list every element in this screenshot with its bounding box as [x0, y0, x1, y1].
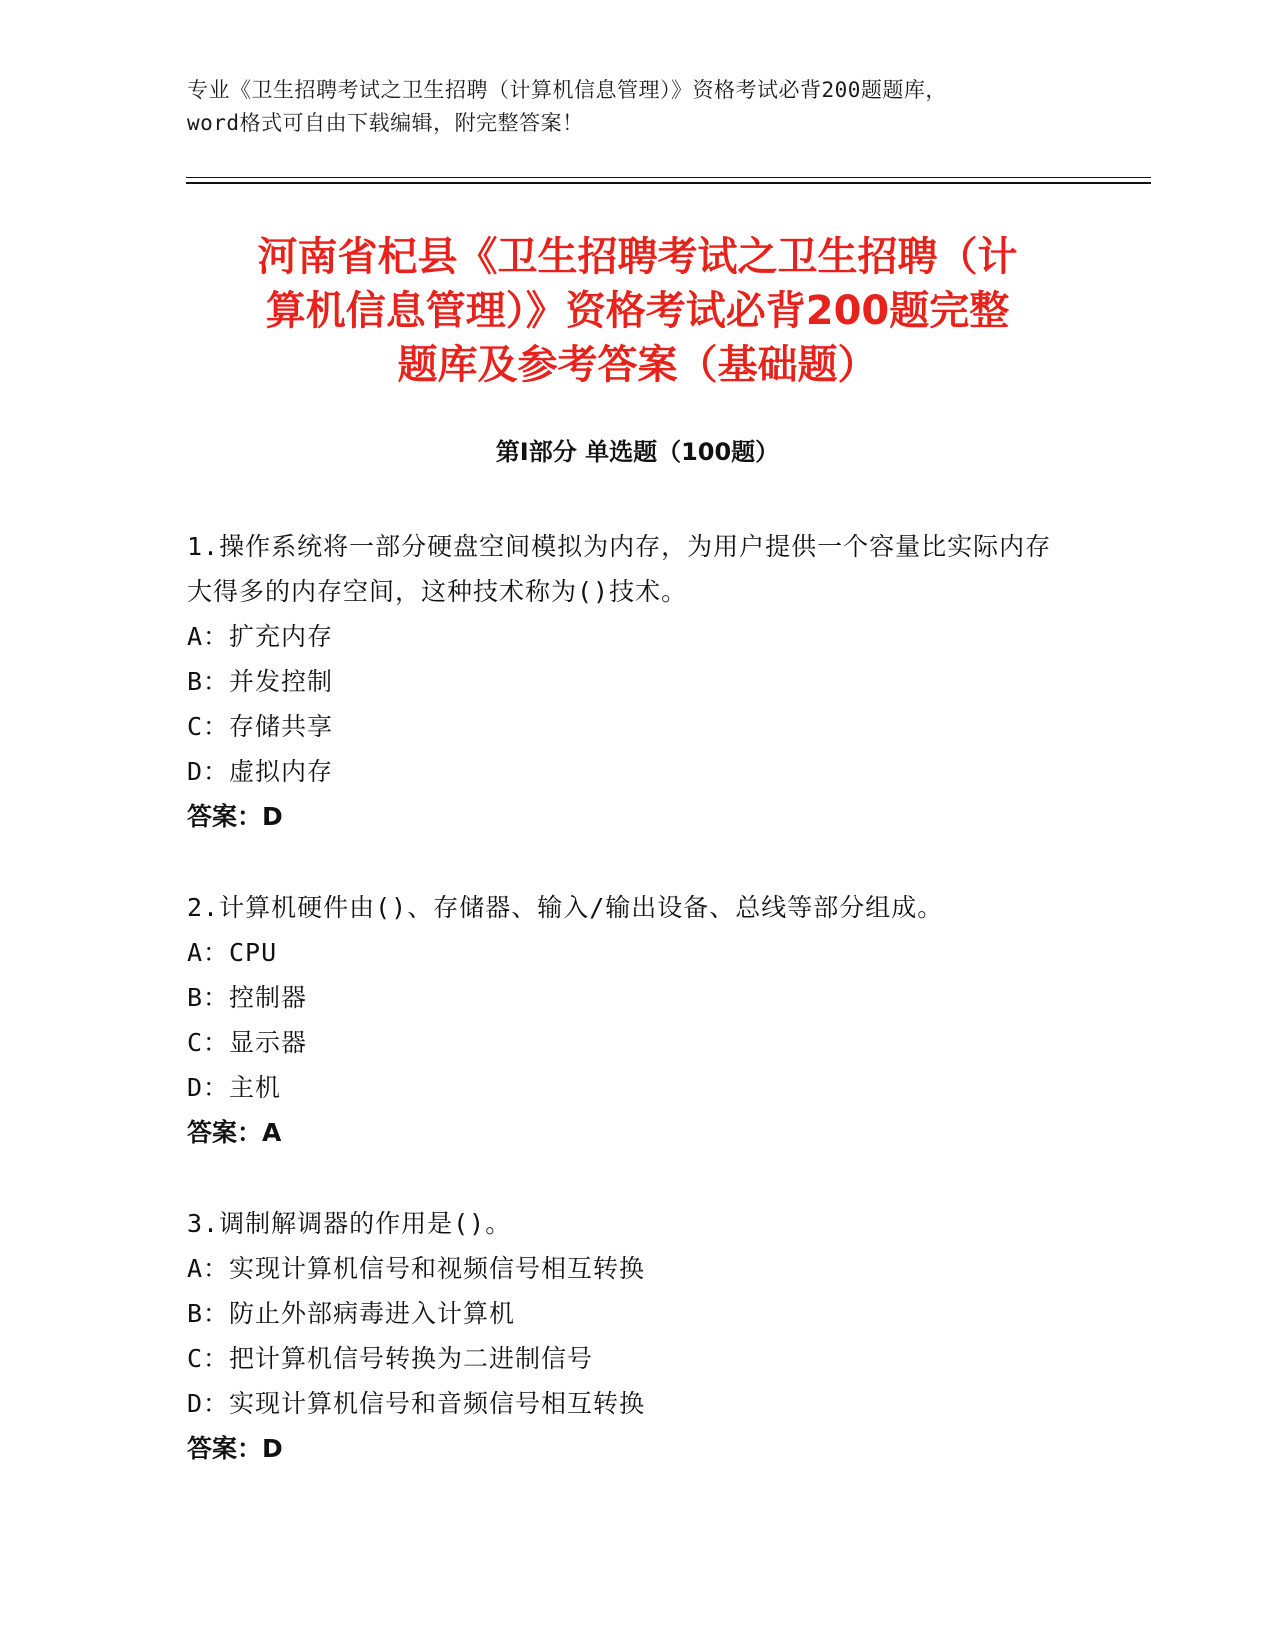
question-option — [187, 1246, 1087, 1291]
question-item — [187, 524, 1087, 839]
option-text: 虚拟内存 — [229, 757, 334, 786]
option-key: B： — [187, 667, 230, 696]
question-option — [187, 930, 1087, 975]
option-key: D： — [187, 1389, 230, 1418]
document-title-line-3: 题库及参考答案（基础题） — [397, 342, 878, 388]
question-option — [187, 975, 1087, 1020]
question-stem: 1.操作系统将一部分硬盘空间模拟为内存，为用户提供一个容量比实际内存大得多的内存空间，这种技术称为()技术。 — [187, 532, 1052, 606]
option-text: 控制器 — [229, 983, 308, 1012]
question-answer: 答案：D — [187, 1434, 283, 1463]
question-answer: 答案：D — [187, 802, 283, 831]
option-key: D： — [187, 1073, 230, 1102]
option-key: C： — [187, 712, 230, 741]
question-option — [187, 659, 1087, 704]
question-stem: 3.调制解调器的作用是()。 — [187, 1209, 512, 1238]
option-key: A： — [187, 938, 230, 967]
header-note-line-2: word格式可自由下载编辑，附完整答案！ — [187, 111, 584, 135]
question-answer: 答案：A — [187, 1118, 282, 1147]
option-text: 并发控制 — [229, 667, 334, 696]
option-text: CPU — [229, 938, 278, 967]
question-list — [187, 524, 1087, 1517]
option-text: 显示器 — [229, 1028, 308, 1057]
header-note — [187, 74, 1087, 140]
option-key: C： — [187, 1344, 230, 1373]
option-text: 把计算机信号转换为二进制信号 — [229, 1344, 594, 1373]
option-text: 扩充内存 — [229, 622, 334, 651]
option-key: A： — [187, 1254, 230, 1283]
option-text: 实现计算机信号和视频信号相互转换 — [229, 1254, 646, 1283]
question-option — [187, 704, 1087, 749]
option-text: 防止外部病毒进入计算机 — [229, 1299, 516, 1328]
option-key: D： — [187, 757, 230, 786]
option-text: 实现计算机信号和音频信号相互转换 — [229, 1389, 646, 1418]
header-divider-thick — [186, 182, 1151, 184]
document-title — [160, 230, 1115, 392]
header-divider-thin — [186, 177, 1151, 178]
question-stem: 2.计算机硬件由()、存储器、输入/输出设备、总线等部分组成。 — [187, 893, 944, 922]
question-option — [187, 1020, 1087, 1065]
option-text: 存储共享 — [229, 712, 334, 741]
question-option — [187, 1381, 1087, 1426]
question-item — [187, 885, 1087, 1155]
question-option — [187, 1065, 1087, 1110]
header-note-line-1: 专业《卫生招聘考试之卫生招聘（计算机信息管理）》资格考试必背200题题库， — [187, 78, 947, 102]
option-key: B： — [187, 983, 230, 1012]
option-key: C： — [187, 1028, 230, 1057]
question-option — [187, 749, 1087, 794]
section-title: 第Ⅰ部分 单选题（100题） — [495, 438, 780, 466]
question-option — [187, 1336, 1087, 1381]
question-option — [187, 614, 1087, 659]
question-item — [187, 1201, 1087, 1471]
document-title-line-2: 算机信息管理）》资格考试必背200题完整 — [265, 288, 1010, 334]
question-option — [187, 1291, 1087, 1336]
document-title-line-1: 河南省杞县《卫生招聘考试之卫生招聘（计 — [257, 234, 1018, 280]
option-text: 主机 — [229, 1073, 282, 1102]
option-key: A： — [187, 622, 230, 651]
option-key: B： — [187, 1299, 230, 1328]
